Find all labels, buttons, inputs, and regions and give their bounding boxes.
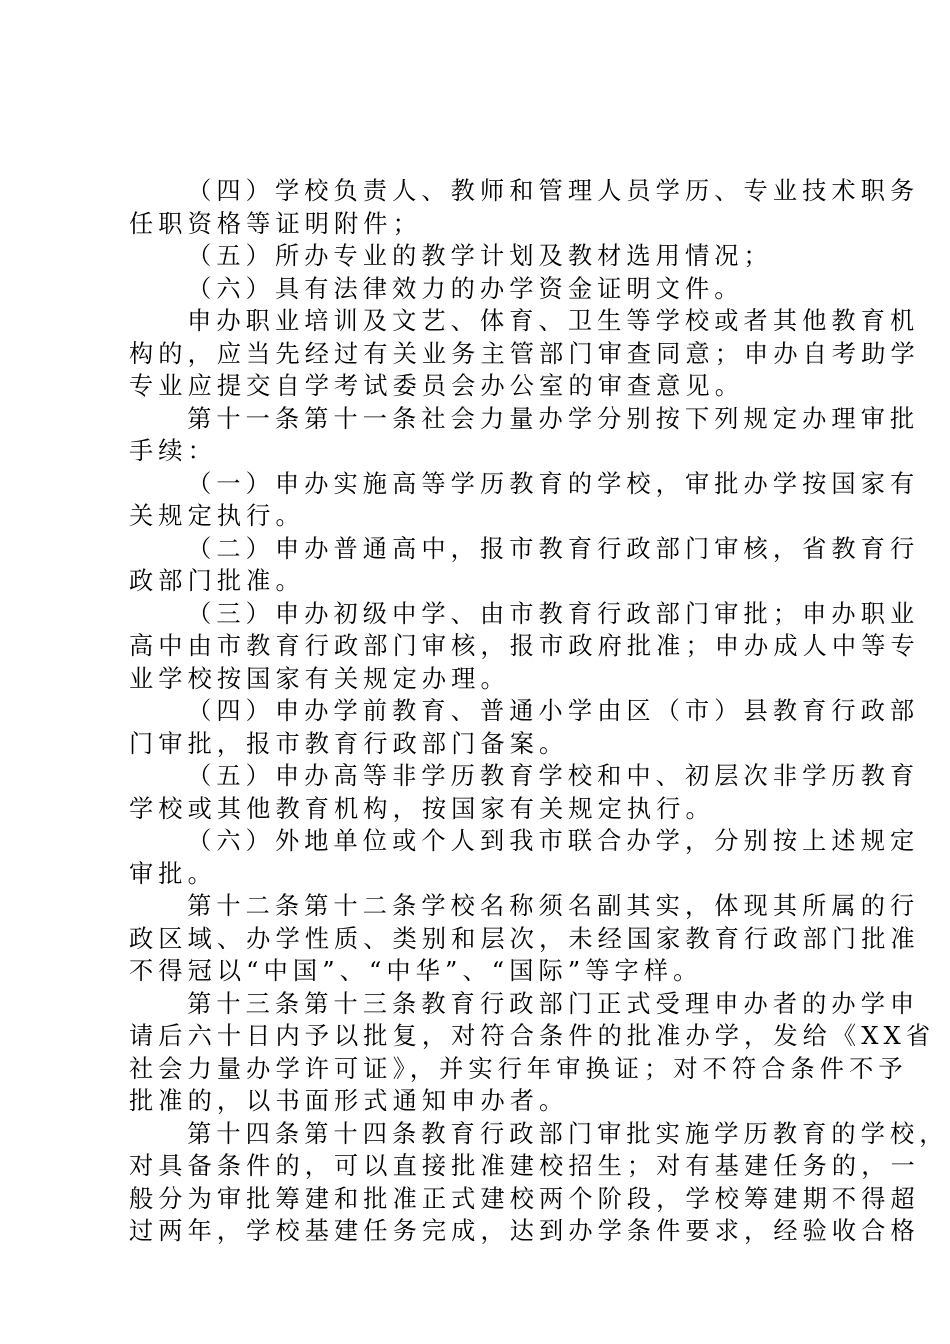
text-line: （四）学校负责人、教师和管理人员学历、专业技术职务 (187, 177, 920, 205)
text-line: 不得冠以“中国”、“中华”、“国际”等字样。 (129, 957, 703, 985)
text-line: （五）所办专业的教学计划及教材选用情况； (187, 242, 773, 270)
paragraph (129, 1118, 949, 1248)
text-line: （一）申办实施高等学历教育的学校，审批办学按国家有 (187, 469, 920, 498)
text-line: 门审批，报市教育行政部门备案。 (129, 729, 569, 758)
text-line: 第十二条第十二条学校名称须名副其实，体现其所属的行 (187, 892, 920, 920)
text-line: （四）申办学前教育、普通小学由区（市）县教育行政部 (187, 697, 920, 725)
paragraph (129, 305, 920, 403)
text-line: （六）外地单位或个人到我市联合办学，分别按上述规定 (187, 827, 920, 855)
text-line: 第十一条第十一条社会力量办学分别按下列规定办理审批 (187, 404, 920, 433)
paragraph (129, 403, 920, 468)
text-line: 手续： (129, 437, 217, 465)
text-line: 批准的，以书面形式通知申办者。 (129, 1087, 569, 1115)
paragraph (129, 273, 834, 306)
text-line: （五）申办高等非学历教育学校和中、初层次非学历教育 (187, 762, 920, 790)
paragraph (129, 240, 834, 273)
text-line: 申办职业培训及文艺、体育、卫生等学校或者其他教育机 (187, 307, 920, 335)
paragraph (129, 695, 920, 760)
document-body (129, 175, 949, 1248)
text-line: 关规定执行。 (129, 502, 305, 530)
text-line: 政部门批准。 (129, 567, 305, 595)
text-line: 般分为审批筹建和批准正式建校两个阶段，学校筹建期不得超 (129, 1184, 920, 1213)
text-line: 社会力量办学许可证》，并实行年审换证；对不符合条件不予 (129, 1054, 908, 1083)
text-line: 请后六十日内予以批复，对符合条件的批准办学，发给《XX省 (129, 1022, 936, 1050)
text-line: 高中由市教育行政部门审核，报市政府批准；申办成人中等专 (129, 632, 920, 660)
text-line: 任职资格等证明附件； (129, 209, 422, 238)
text-line: 政区域、办学性质、类别和层次，未经国家教育行政部门批准 (129, 924, 920, 953)
text-line: 学校或其他教育机构，按国家有关规定执行。 (129, 794, 715, 823)
paragraph (129, 988, 936, 1118)
paragraph (129, 598, 920, 696)
text-line: 第十三条第十三条教育行政部门正式受理申办者的办学申 (187, 989, 920, 1018)
paragraph (129, 825, 920, 890)
text-line: 对具备条件的，可以直接批准建校招生；对有基建任务的，一 (129, 1152, 920, 1180)
text-line: 构的，应当先经过有关业务主管部门审查同意；申办自考助学 (129, 339, 920, 368)
text-line: 过两年，学校基建任务完成，达到办学条件要求，经验收合格 (129, 1217, 920, 1245)
paragraph (129, 760, 920, 825)
text-line: （六）具有法律效力的办学资金证明文件。 (187, 274, 744, 303)
text-line: （二）申办普通高中，报市教育行政部门审核，省教育行 (187, 534, 920, 563)
paragraph (129, 175, 920, 240)
text-line: （三）申办初级中学、由市教育行政部门审批；申办职业 (187, 599, 920, 628)
text-line: 业学校按国家有关规定办理。 (129, 664, 510, 693)
paragraph (129, 533, 920, 598)
text-line: 专业应提交自学考试委员会办公室的审查意见。 (129, 372, 745, 400)
text-line: 审批。 (129, 859, 217, 888)
paragraph (129, 890, 920, 988)
text-line: 第十四条第十四条教育行政部门审批实施学历教育的学校， (187, 1119, 949, 1148)
paragraph (129, 468, 920, 533)
